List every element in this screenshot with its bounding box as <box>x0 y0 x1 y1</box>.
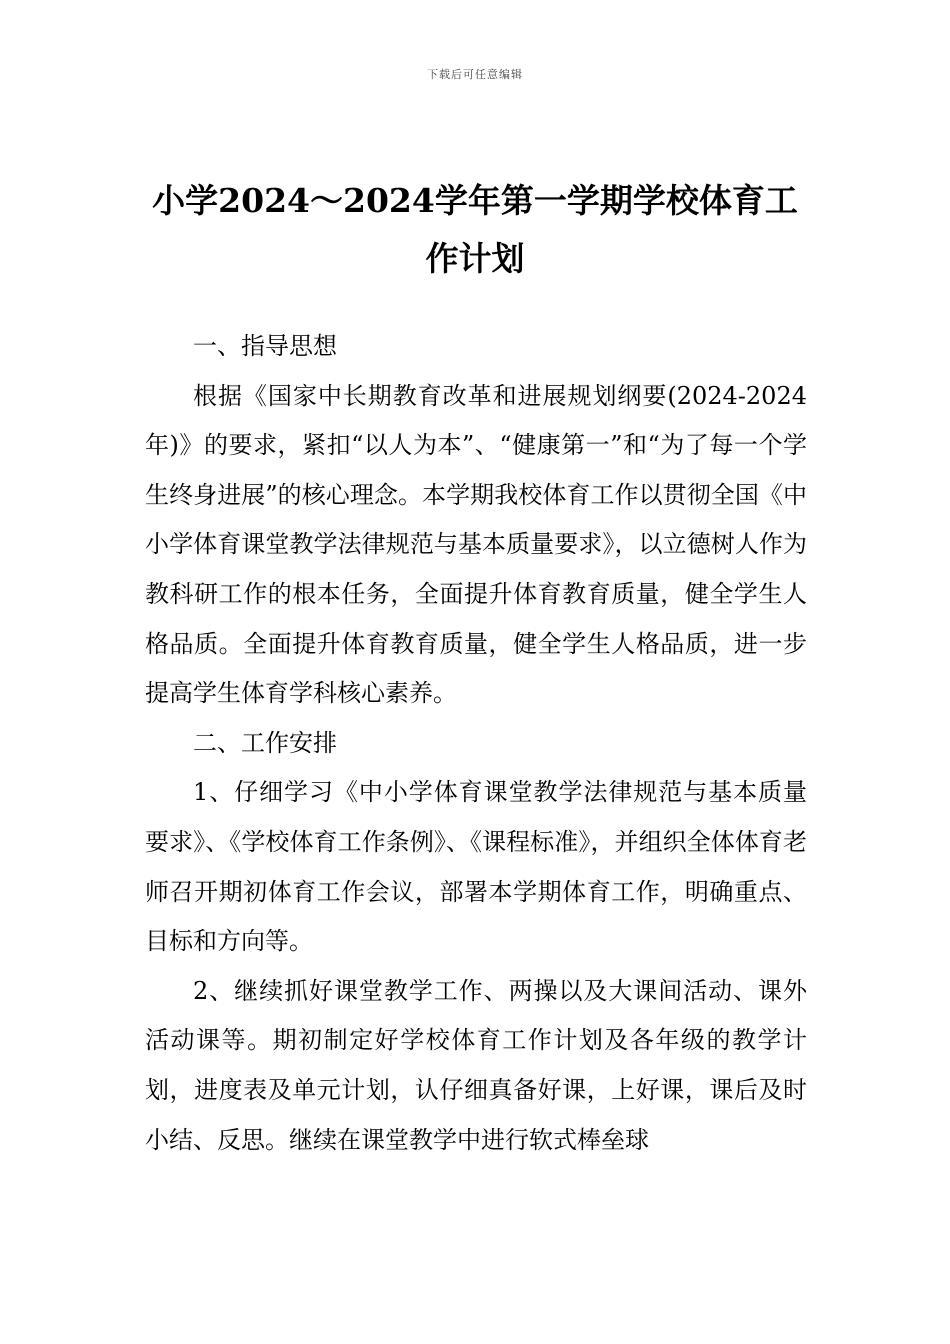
document-body <box>145 322 807 1165</box>
section-heading-guiding-ideology: 一、指导思想 <box>193 332 337 360</box>
paragraph-item-2: 2、继续抓好课堂教学工作、两操以及大课间活动、课外活动课等。期初制定好学校体育工作计划及各年级的教学计划，进度表及单元计划，认仔细真备好课，上好课，课后及时小结、反思。继续在课堂教学中进行软式棒垒球 <box>145 976 807 1154</box>
header-note: 下载后可任意编辑 <box>427 68 523 81</box>
paragraph-guiding-ideology: 根据《国家中长期教育改革和进展规划纲要(2024-2024年)》的要求，紧扣“以人为本”、“健康第一”和“为了每一个学生终身进展”的核心理念。本学期我校体育工作以贯彻全国《中小学体育课堂教学法律规范与基本质量要求》，以立德树人作为教科研工作的根本任务，全面提升体育教育质量，健全学生人格品质。全面提升体育教育质量，健全学生人格品质，进一步提高学生体育学科核心素养。 <box>145 381 807 708</box>
paragraph-item-1: 1、仔细学习《中小学体育课堂教学法律规范与基本质量要求》、《学校体育工作条例》、《课程标准》，并组织全体体育老师召开期初体育工作会议，部署本学期体育工作，明确重点、目标和方向等。 <box>145 778 807 956</box>
document-title: 小学2024～2024学年第一学期学校体育工作计划 <box>152 181 798 278</box>
section-heading-work-arrangement: 二、工作安排 <box>193 728 337 757</box>
